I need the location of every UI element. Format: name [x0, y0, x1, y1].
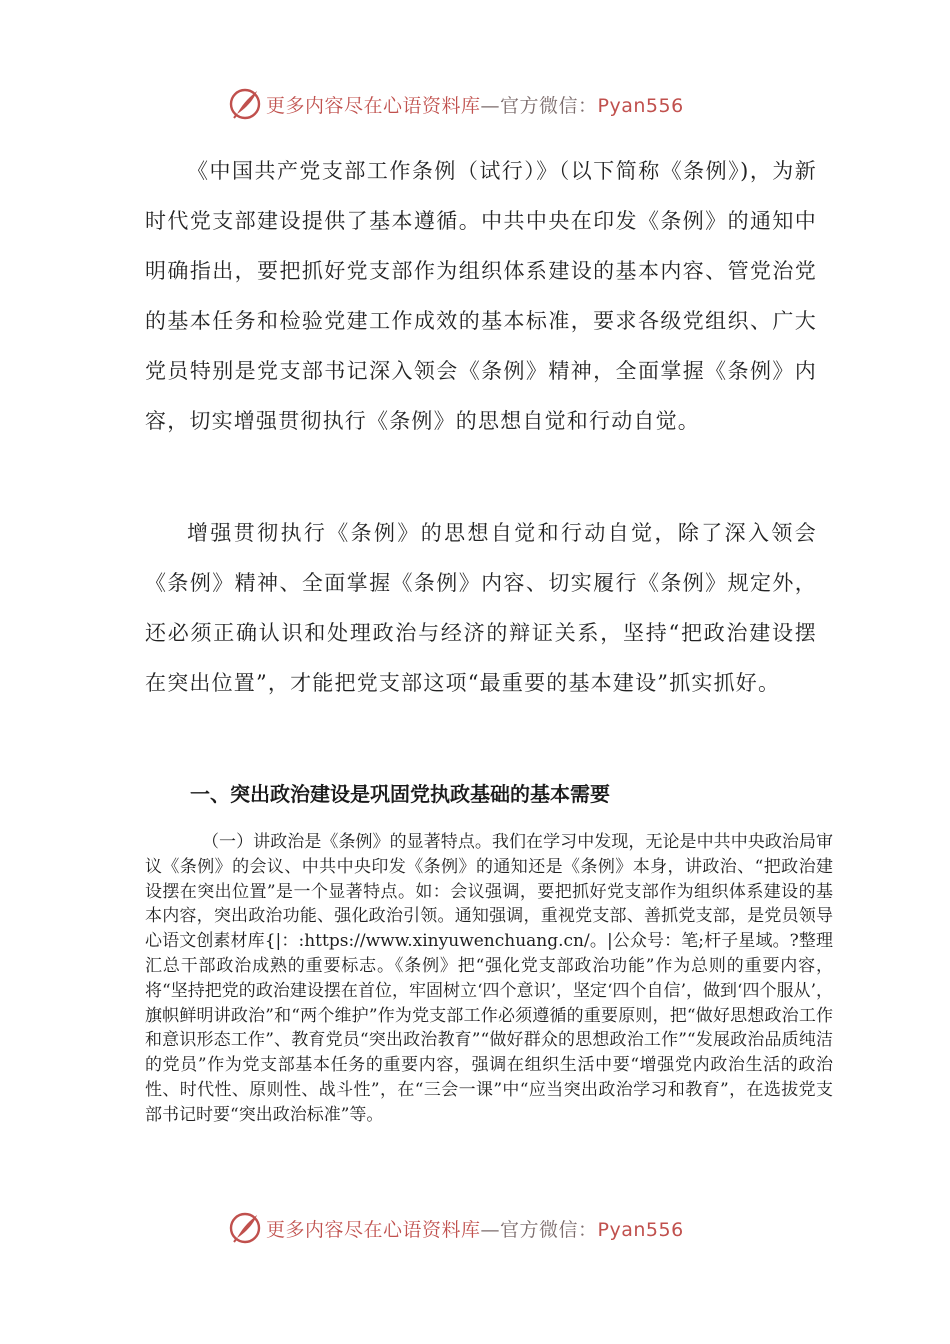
banner-wechat-label: —官方微信：: [480, 94, 598, 117]
banner-wechat-label: —官方微信：: [480, 1218, 598, 1241]
banner-text: [266, 91, 684, 118]
banner-wechat-id: Pyan556: [597, 1218, 684, 1241]
header-banner: [228, 84, 748, 124]
banner-text: [266, 1215, 684, 1242]
quill-logo-icon: [228, 87, 262, 121]
intro-paragraph: 《中国共产党支部工作条例（试行）》（以下简称《条例》)，为新时代党支部建设提供了基本遵循。中共中央在印发《条例》的通知中明确指出，要把抓好党支部作为组织体系建设的基本内容、管党治党的基本任务和检验党建工作成效的基本标准，要求各级党组织、广大党员特别是党支部书记深入领会《条例》精神，全面掌握《条例》内容，切实增强贯彻执行《条例》的思想自觉和行动自觉。: [145, 159, 817, 433]
second-paragraph: 增强贯彻执行《条例》的思想自觉和行动自觉，除了深入领会《条例》精神、全面掌握《条例》内容、切实履行《条例》规定外，还必须正确认识和处理政治与经济的辩证关系，坚持“把政治建设摆在突出位置”，才能把党支部这项“最重要的基本建设”抓实抓好。: [145, 521, 817, 695]
section-heading: 一、突出政治建设是巩固党执政基础的基本需要: [190, 782, 610, 806]
banner-site-name: 更多内容尽在心语资料库: [266, 1218, 481, 1241]
quill-logo-icon: [228, 1211, 262, 1245]
banner-wechat-id: Pyan556: [597, 94, 684, 117]
section-paragraph: （一）讲政治是《条例》的显著特点。我们在学习中发现，无论是中共中央政治局审议《条例》的会议、中共中央印发《条例》的通知还是《条例》本身，讲政治、“把政治建设摆在突出位置”是一个显著特点。如：会议强调，要把抓好党支部作为组织体系建设的基本内容，突出政治功能、强化政治引领。通知强调，重视党支部、善抓党支部，是党员领导心语文创素材库{|：:https://www.xinyuwenchuang.cn/。|公众号：笔;杆子星域。?整理汇总干部政治成熟的重要标志。《条例》把“强化党支部政治功能”作为总则的重要内容，将“坚持把党的政治建设摆在首位，牢固树立‘四个意识’，坚定‘四个自信’，做到‘四个服从’，旗帜鲜明讲政治”和“两个维护”作为党支部工作必须遵循的重要原则，把“做好思想政治工作和意识形态工作”、教育党员“突出政治教育”“做好群众的思想政治工作”“发展政治品质纯洁的党员”作为党支部基本任务的重要内容，强调在组织生活中要“增强党内政治生活的政治性、时代性、原则性、战斗性”，在“三会一课”中“应当突出政治学习和教育”，在选拔党支部书记时要“突出政治标准”等。: [145, 832, 833, 1125]
banner-site-name: 更多内容尽在心语资料库: [266, 94, 481, 117]
footer-banner: [228, 1208, 748, 1248]
